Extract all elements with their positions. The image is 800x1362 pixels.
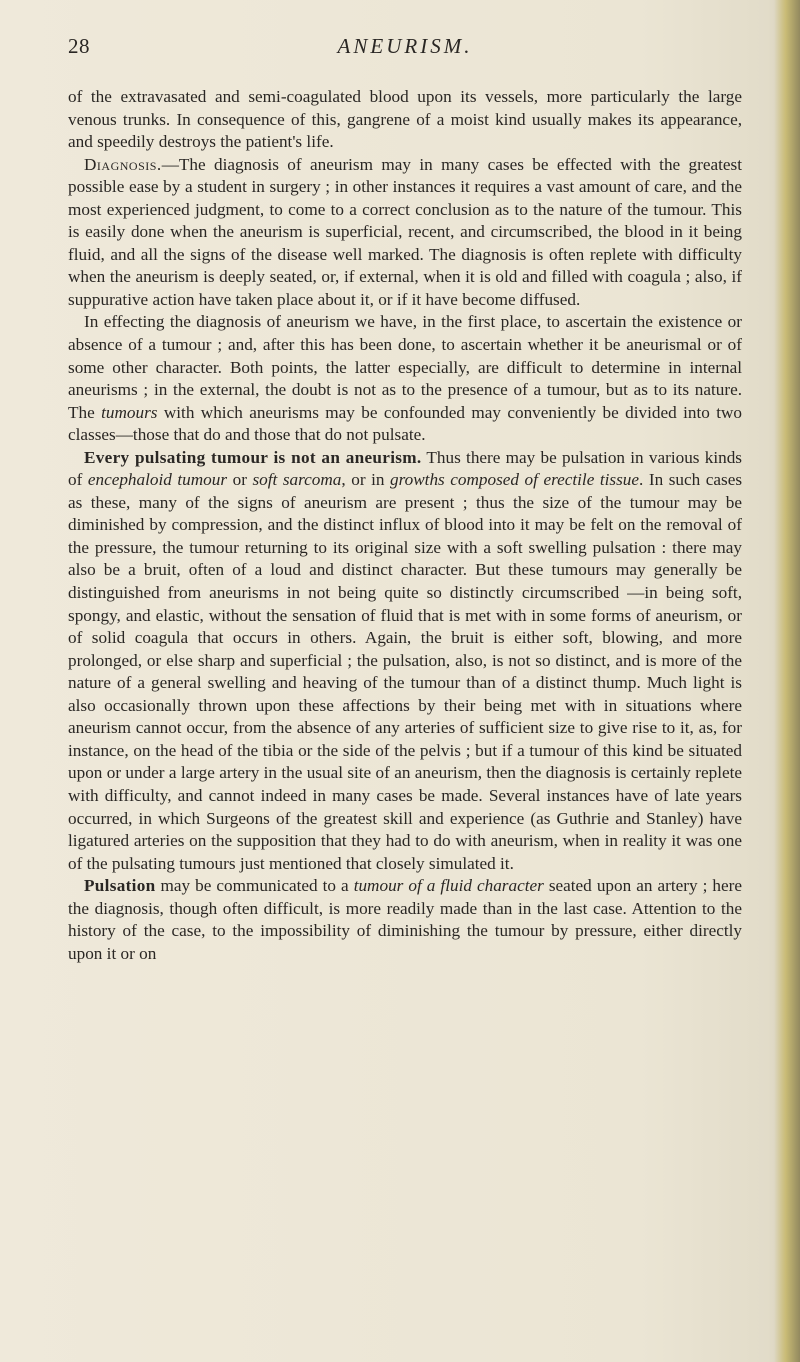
- italic-fluid-tumour: tumour of a fluid character: [353, 876, 544, 896]
- paragraph-3: [68, 311, 742, 446]
- bold-pulsation: Pulsation: [84, 876, 156, 896]
- paragraph-4-text-b: or: [227, 470, 253, 490]
- running-title: ANEURISM.: [337, 34, 473, 58]
- paragraph-3-text-a: In effecting the diagnosis of aneurism we have, in the first place, to ascertain the existence or absence of a tumour ; and, after this has been done, to ascertain whether it be aneurismal or of some other character. Both points, the latter especially, are difficult to determine in internal aneurisms ; in the external, the doubt is not as to the presence of a tumour, but as to its nature. The: [68, 312, 742, 422]
- paragraph-1: [68, 86, 742, 154]
- paragraph-4-text-a: Thus there may be pulsation in various kinds of: [68, 447, 742, 490]
- page-edge-shadow: [774, 0, 800, 1362]
- italic-soft-sarcoma: soft sarcoma: [252, 470, 342, 490]
- page-number: 28: [68, 34, 90, 58]
- paragraph-5: [68, 875, 742, 965]
- paragraph-4-text-d: . In such cases as these, many of the signs of aneurism are present ; thus the size of the tumour may be diminished by compression, and the distinct influx of blood into it may be felt on the removal of the pressure, the tumour returning to its original size with a soft swelling pulsation : there may also be a bruit, often of a loud and distinct character. But these tumours may generally be distinguished from aneurisms in not being quite so distinctly circumscribed —in being soft, spongy, and elastic, without the sensation of fluid that is met with in some forms of aneurism, or of solid coagula that occurs in others. Again, the bruit is either soft, blowing, and more prolonged, or else sharp and superficial ; the pulsation, also, is not so distinct, and is more of the nature of a general swelling and heaving of the tumour than of a distinct thump. Much light is also occasionally thrown upon these affections by their being met with in situations where aneurism cannot occur, from the absence of any arteries of sufficient size to give rise to it, as, for instance, on the head of the tibia or the side of the pelvis ; but if a tumour of this kind be situated upon or under a large artery in the usual site of an aneurism, then the diagnosis is certainly replete with difficulty, and cannot indeed in many cases be made. Several instances have of late years occurred, in which Surgeons of the greatest skill and experience (as Guthrie and Stanley) have ligatured arteries on the supposition that they had to do with aneurism, when in reality it was one of the pulsating tumours just mentioned that closely simulated it.: [68, 470, 743, 873]
- paragraph-diagnosis-text: —The diagnosis of aneurism may in many cases be effected with the greatest possible ease by a student in surgery ; in other instances it requires a vast amount of care, and the most experienced judgment, to come to a correct conclusion as to the nature of the tumour. This is easily done when the aneurism is superficial, recent, and circumscribed, the blood in it being fluid, and all the signs of the disease well marked. The diagnosis is often replete with difficulty when the aneurism is deeply seated, or, if external, when it is old and filled with coagula ; also, if suppurative action have taken place about it, or if it have become diffused.: [68, 154, 742, 309]
- paragraph-diagnosis: [68, 154, 742, 312]
- page-header: [68, 34, 742, 64]
- paragraph-4: [68, 447, 742, 875]
- italic-erectile-tissue: growths composed of erectile tissue: [389, 470, 640, 490]
- italic-tumours: tumours: [101, 402, 158, 422]
- body-text: [68, 86, 742, 965]
- paragraph-5-text-b: seated upon an artery ; here the diagnosis, though often difficult, is more readily made than in the last case. Attention to the history of the case, to the impossibility of diminishing the tumour by pressure, either directly upon it or on: [68, 876, 742, 963]
- italic-encephaloid: encephaloid tumour: [87, 470, 228, 490]
- paragraph-3-text-b: with which aneurisms may be confounded may conveniently be divided into two classes—those that do and those that do not pulsate.: [68, 402, 742, 445]
- paragraph-5-text-a: may be communicated to a: [155, 876, 354, 896]
- paragraph-1-text: of the extravasated and semi-coagulated blood upon its vessels, more particularly the large venous trunks. In consequence of this, gangrene of a moist kind usually makes its appearance, and speedily destroys the patient's life.: [68, 87, 742, 152]
- paragraph-4-text-c: , or in: [341, 470, 390, 490]
- section-heading-diagnosis: Diagnosis.: [84, 154, 162, 174]
- bold-statement: Every pulsating tumour is not an aneurism.: [84, 447, 422, 467]
